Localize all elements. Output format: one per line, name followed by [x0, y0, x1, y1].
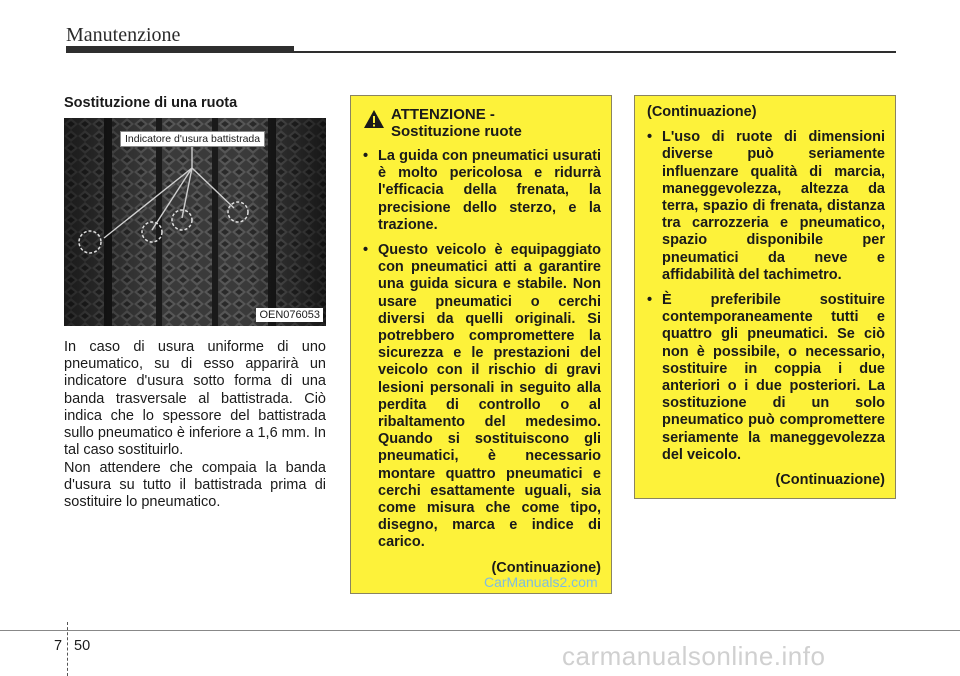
warning-box	[350, 95, 612, 594]
page-number: 50	[74, 638, 91, 654]
tire-tread-figure	[64, 118, 326, 326]
header-rule	[294, 51, 896, 53]
figure-code: OEN076053	[256, 308, 323, 322]
section-title: Sostituzione di una ruota	[64, 95, 238, 111]
continuation-continued: (Continuazione)	[775, 472, 885, 489]
warning-title-line-1: ATTENZIONE -	[391, 106, 495, 123]
warning-header	[363, 106, 601, 140]
warning-item: • La guida con pneumatici usurati è molto pericolosa e ridurrà l'efficacia della frenata, la precisione dello sterzo, e la trazione.	[363, 148, 601, 234]
warning-title-line-2: Sostituzione ruote	[391, 123, 522, 140]
warning-title	[391, 106, 522, 140]
watermark-mid: CarManuals2.com	[484, 574, 598, 590]
continuation-list	[647, 129, 885, 464]
continuation-box	[634, 95, 896, 499]
warning-item: • Questo veicolo è equipaggiato con pneumatici atti a garantire una guida sicura e stabile. Non usare pneumatici o cerchi diversi da quelli originali. Si potrebbero compromettere la sicurezza e le prestazioni del veicolo con il rischio di gravi lesioni personali in seguito alla perdita di controllo o al ribaltamento del medesimo. Quando si sostituiscono gli pneumatici, è necessario montare quattro pneumatici e cerchi esattamente uguali, sia come misura che come tipo, disegno, marca e indice di carico.	[363, 242, 601, 552]
figure-label: Indicatore d'usura battistrada	[120, 131, 265, 147]
header-bar	[66, 46, 294, 53]
page-separator	[67, 622, 68, 676]
warning-triangle-icon	[363, 109, 385, 129]
body-paragraph-1: In caso di usura uniforme di uno pneumatico, su di esso apparirà un indicatore d'usura sotto forma di una banda trasversale al battistrada. Ciò indica che lo spessore del battistrada sullo pneumatico è inferiore a 1,6 mm. In tal caso sostituirlo.	[64, 339, 326, 459]
body-paragraph-2: Non attendere che compaia la banda d'usura su tutto il battistrada prima di sostituire lo pneumatico.	[64, 460, 326, 511]
continuation-item: • L'uso di ruote di dimensioni diverse può seriamente influenzare qualità di marcia, maneggevolezza, altezza da terra, spazio di frenata, distanza tra carrozzeria e pneumatico, spazio disponibile per pneumatici da neve e affidabilità del tachimetro.	[647, 129, 885, 284]
continuation-item: • È preferibile sostituire contemporaneamente tutti e quattro gli pneumatici. Se ciò non è possibile, o necessario, sostituire in coppia i due anteriori o i due posteriori. La sostituzione di un solo pneumatico può compromettere seriamente la maneggevolezza del veicolo.	[647, 292, 885, 464]
continuation-top: (Continuazione)	[647, 104, 757, 120]
warning-continued: (Continuazione)	[491, 559, 601, 576]
page-chapter: 7	[54, 638, 63, 654]
header-title: Manutenzione	[66, 24, 181, 46]
tire-tread-illustration	[64, 118, 326, 326]
footer-rule	[0, 630, 960, 631]
warning-list	[363, 148, 601, 552]
watermark-bottom: carmanualsonline.info	[562, 641, 826, 671]
